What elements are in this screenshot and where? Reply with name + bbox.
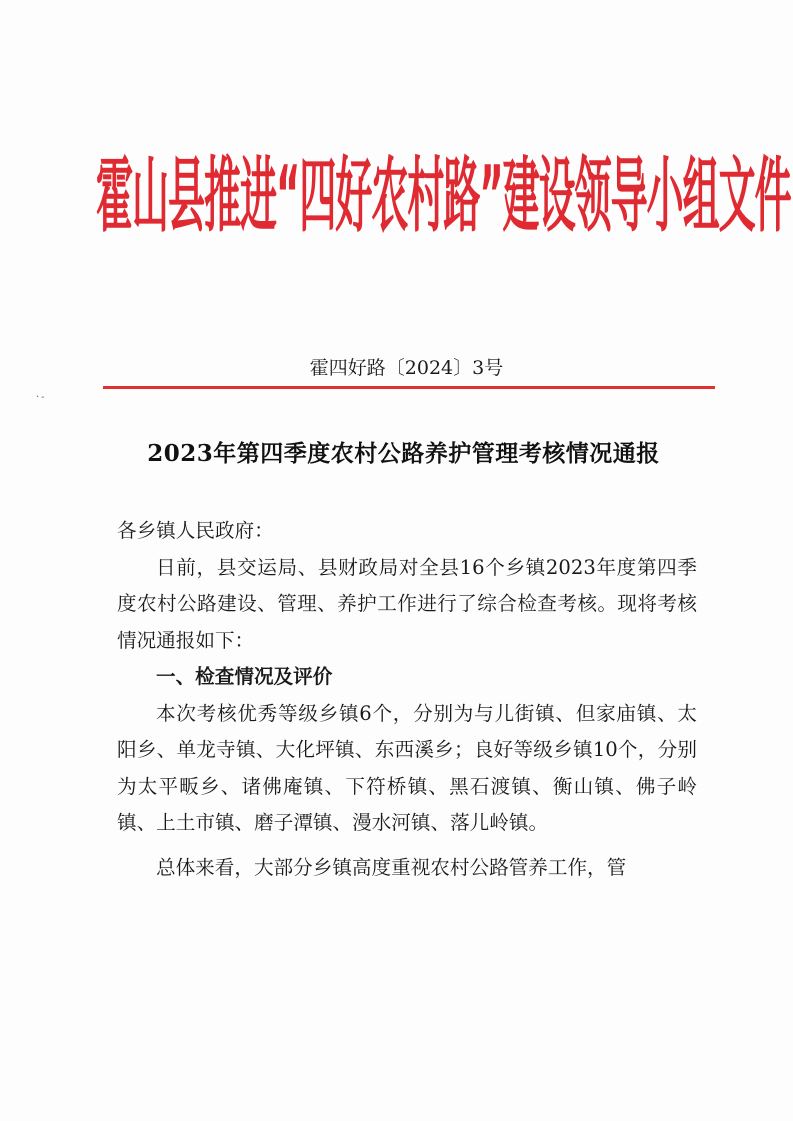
document-body	[117, 513, 697, 886]
red-divider-line	[103, 386, 715, 389]
section-heading-1: 一、检查情况及评价	[156, 665, 333, 688]
paragraph-intro: 日前，县交运局、县财政局对全县16个乡镇2023年度第四季度农村公路建设、管理、养护工作进行了综合检查考核。现将考核情况通报如下：	[117, 555, 697, 652]
paragraph-overview: 总体来看，大部分乡镇高度重视农村公路管养工作，管	[156, 855, 627, 879]
paragraph-ratings: 本次考核优秀等级乡镇6个，分别为与儿街镇、但家庙镇、太阳乡、单龙寺镇、大化坪镇、东西溪乡；良好等级乡镇10个，分别为太平畈乡、诸佛庵镇、下符桥镇、黑石渡镇、衡山镇、佛子岭镇、上土市镇、磨子潭镇、漫水河镇、落儿岭镇。	[117, 701, 697, 834]
issuer-title: 霍山县推进“四好农村路”建设领导小组文件	[96, 148, 791, 244]
scan-artifact-mark: ·-	[36, 392, 47, 403]
document-number: 霍四好路〔2024〕3号	[309, 357, 504, 379]
notice-title: 2023年第四季度农村公路养护管理考核情况通报	[147, 440, 660, 467]
addressee-line: 各乡镇人民政府：	[117, 519, 274, 542]
